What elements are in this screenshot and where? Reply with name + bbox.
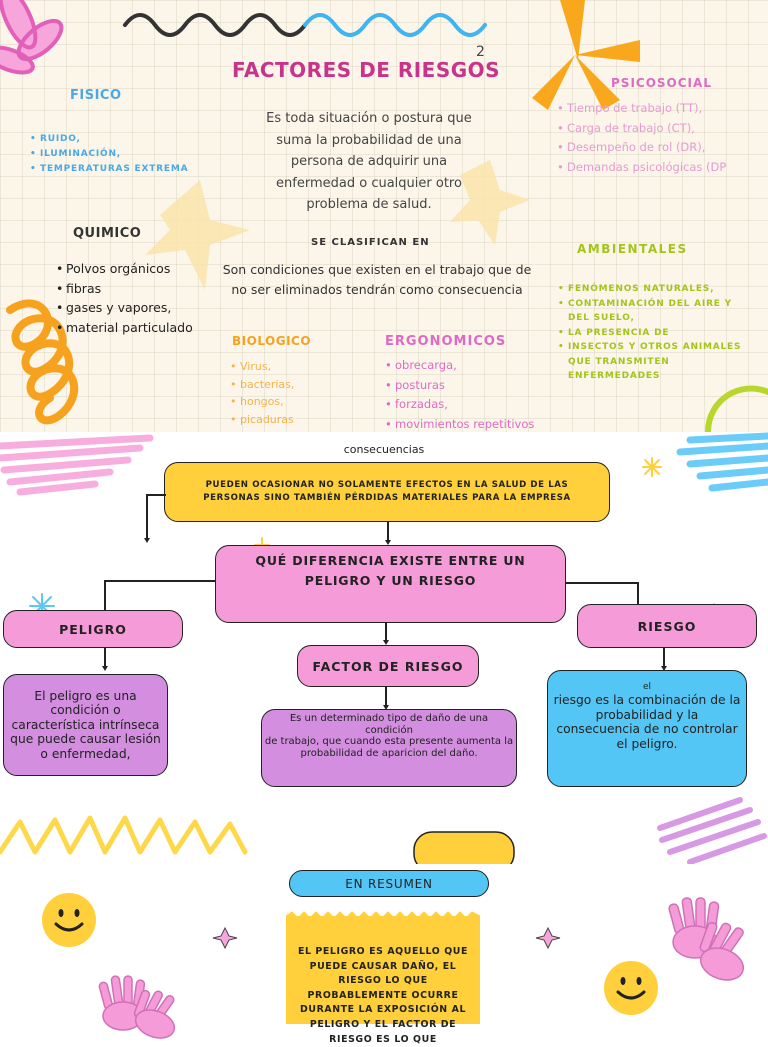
resumen-text: EL PELIGRO ES AQUELLO QUE PUEDE CAUSAR DAÑO, EL RIESGO LO QUE PROBABLEMENTE OCURRE DURANTE LA EXPOSICIÓN AL PELIGRO Y EL FACTOR DE RIESGO ES LO QUE xyxy=(297,946,469,1045)
list-item: • material particulado xyxy=(56,318,226,338)
list-item: • picaduras xyxy=(230,411,370,429)
list-item: • TEMPERATURAS EXTREMA xyxy=(30,162,240,177)
list-item: • fibras xyxy=(56,279,226,299)
list-item: • bacterias, xyxy=(230,376,370,394)
list-item: • FENÓMENOS NATURALES, xyxy=(558,282,743,297)
intro-text: Es toda situación o postura que suma la probabilidad de una persona de adquirir una enfermedad o cualquier otro problema de salud. xyxy=(266,111,472,212)
ergonomicos-heading: ERGONOMICOS xyxy=(385,334,507,349)
list-item: • posturas xyxy=(385,376,555,396)
consecuencias-label: consecuencias xyxy=(343,443,425,456)
psicosocial-heading: PSICOSOCIAL xyxy=(611,76,712,90)
biologico-heading: BIOLOGICO xyxy=(232,334,312,348)
connector xyxy=(146,494,148,540)
concept-map-section xyxy=(0,432,768,864)
quimico-list xyxy=(56,259,226,337)
connector xyxy=(104,580,216,582)
connector xyxy=(387,522,389,542)
risk-factors-section xyxy=(0,0,768,432)
pregunta-box xyxy=(215,545,566,623)
connector xyxy=(385,622,387,642)
peligro-label: PELIGRO xyxy=(59,621,127,637)
factor-definition-box xyxy=(261,709,517,787)
list-item: • Desempeño de rol (DR), xyxy=(557,138,768,158)
ambientales-heading: AMBIENTALES xyxy=(577,242,688,256)
summary-section xyxy=(0,864,768,1045)
peligro-definition: El peligro es una condición o característica intrínseca que puede causar lesión o enfermedad, xyxy=(10,688,161,761)
riesgo-definition: riesgo es la combinación de la probabilidad y la consecuencia de no controlar el peligro. xyxy=(553,693,741,751)
list-item: • Virus, xyxy=(230,358,370,376)
list-item: • Polvos orgánicos xyxy=(56,259,226,279)
title-superscript: 2 xyxy=(476,44,485,60)
peligro-box xyxy=(3,610,183,648)
list-item: • Carga de trabajo (CT), xyxy=(557,119,768,139)
list-item: • obrecarga, xyxy=(385,356,555,376)
smiley-icon xyxy=(604,961,658,1015)
efectos-text: PUEDEN OCASIONAR NO SOLAMENTE EFECTOS EN LA SALUD DE LAS PERSONAS SINO TAMBIÉN PÉRDIDAS MATERIALES PARA LA EMPRESA xyxy=(203,480,571,503)
list-item: • gases y vapores, xyxy=(56,298,226,318)
resumen-pill xyxy=(289,870,489,897)
list-item: • Demandas psicológicas (DP xyxy=(557,158,768,178)
list-item: • ILUMINACIÓN, xyxy=(30,147,240,162)
fisico-list xyxy=(30,132,240,177)
list-item: • forzadas, xyxy=(385,395,555,415)
page-title: FACTORES DE RIESGOS xyxy=(232,58,501,82)
connector xyxy=(566,582,638,584)
riesgo-definition-box xyxy=(547,670,747,787)
biologico-list xyxy=(230,358,370,428)
connector xyxy=(104,648,106,668)
clasifican-heading: SE CLASIFICAN EN xyxy=(311,237,430,248)
list-item: • LA PRESENCIA DE xyxy=(558,326,743,341)
list-item: • movimientos repetitivos xyxy=(385,415,555,435)
connector xyxy=(663,648,665,668)
list-item: • RUIDO, xyxy=(30,132,240,147)
arrow xyxy=(102,666,108,671)
riesgo-definition-prefix: el xyxy=(642,682,652,692)
connector xyxy=(385,687,387,707)
ergonomicos-list xyxy=(385,356,555,434)
list-item: • CONTAMINACIÓN DEL AIRE Y DEL SUELO, xyxy=(558,297,743,326)
list-item: • hongos, xyxy=(230,393,370,411)
arrow xyxy=(144,538,150,543)
condiciones-text: Son condiciones que existen en el trabajo que de no ser eliminados tendrán como consecuencia xyxy=(222,262,532,297)
connector xyxy=(637,582,639,606)
peligro-definition-box xyxy=(3,674,168,776)
factor-box xyxy=(297,645,479,687)
quimico-heading: QUIMICO xyxy=(73,226,142,241)
riesgo-label: RIESGO xyxy=(637,618,697,634)
connector xyxy=(146,494,166,496)
resumen-title: EN RESUMEN xyxy=(345,876,433,891)
fisico-heading: FISICO xyxy=(70,88,122,103)
factor-definition-line: probabilidad de aparicion del daño. xyxy=(300,747,478,759)
factor-label: FACTOR DE RIESGO xyxy=(312,658,464,674)
list-item: • Tiempo de trabajo (TT), xyxy=(557,99,768,119)
factor-definition-line: de trabajo, que cuando esta presente aumenta la xyxy=(264,736,514,747)
pregunta-text: QUÉ DIFERENCIA EXISTE ENTRE UN PELIGRO Y UN RIESGO xyxy=(255,553,526,588)
list-item: • INSECTOS Y OTROS ANIMALES QUE TRANSMITEN ENFERMEDADES xyxy=(558,340,743,384)
psicosocial-list xyxy=(557,99,768,177)
riesgo-box xyxy=(577,604,757,648)
smiley-icon xyxy=(42,893,96,947)
efectos-box xyxy=(164,462,610,522)
ambientales-list xyxy=(558,282,743,384)
factor-definition-line: Es un determinado tipo de daño de una condición xyxy=(289,713,489,736)
connector xyxy=(104,580,106,610)
